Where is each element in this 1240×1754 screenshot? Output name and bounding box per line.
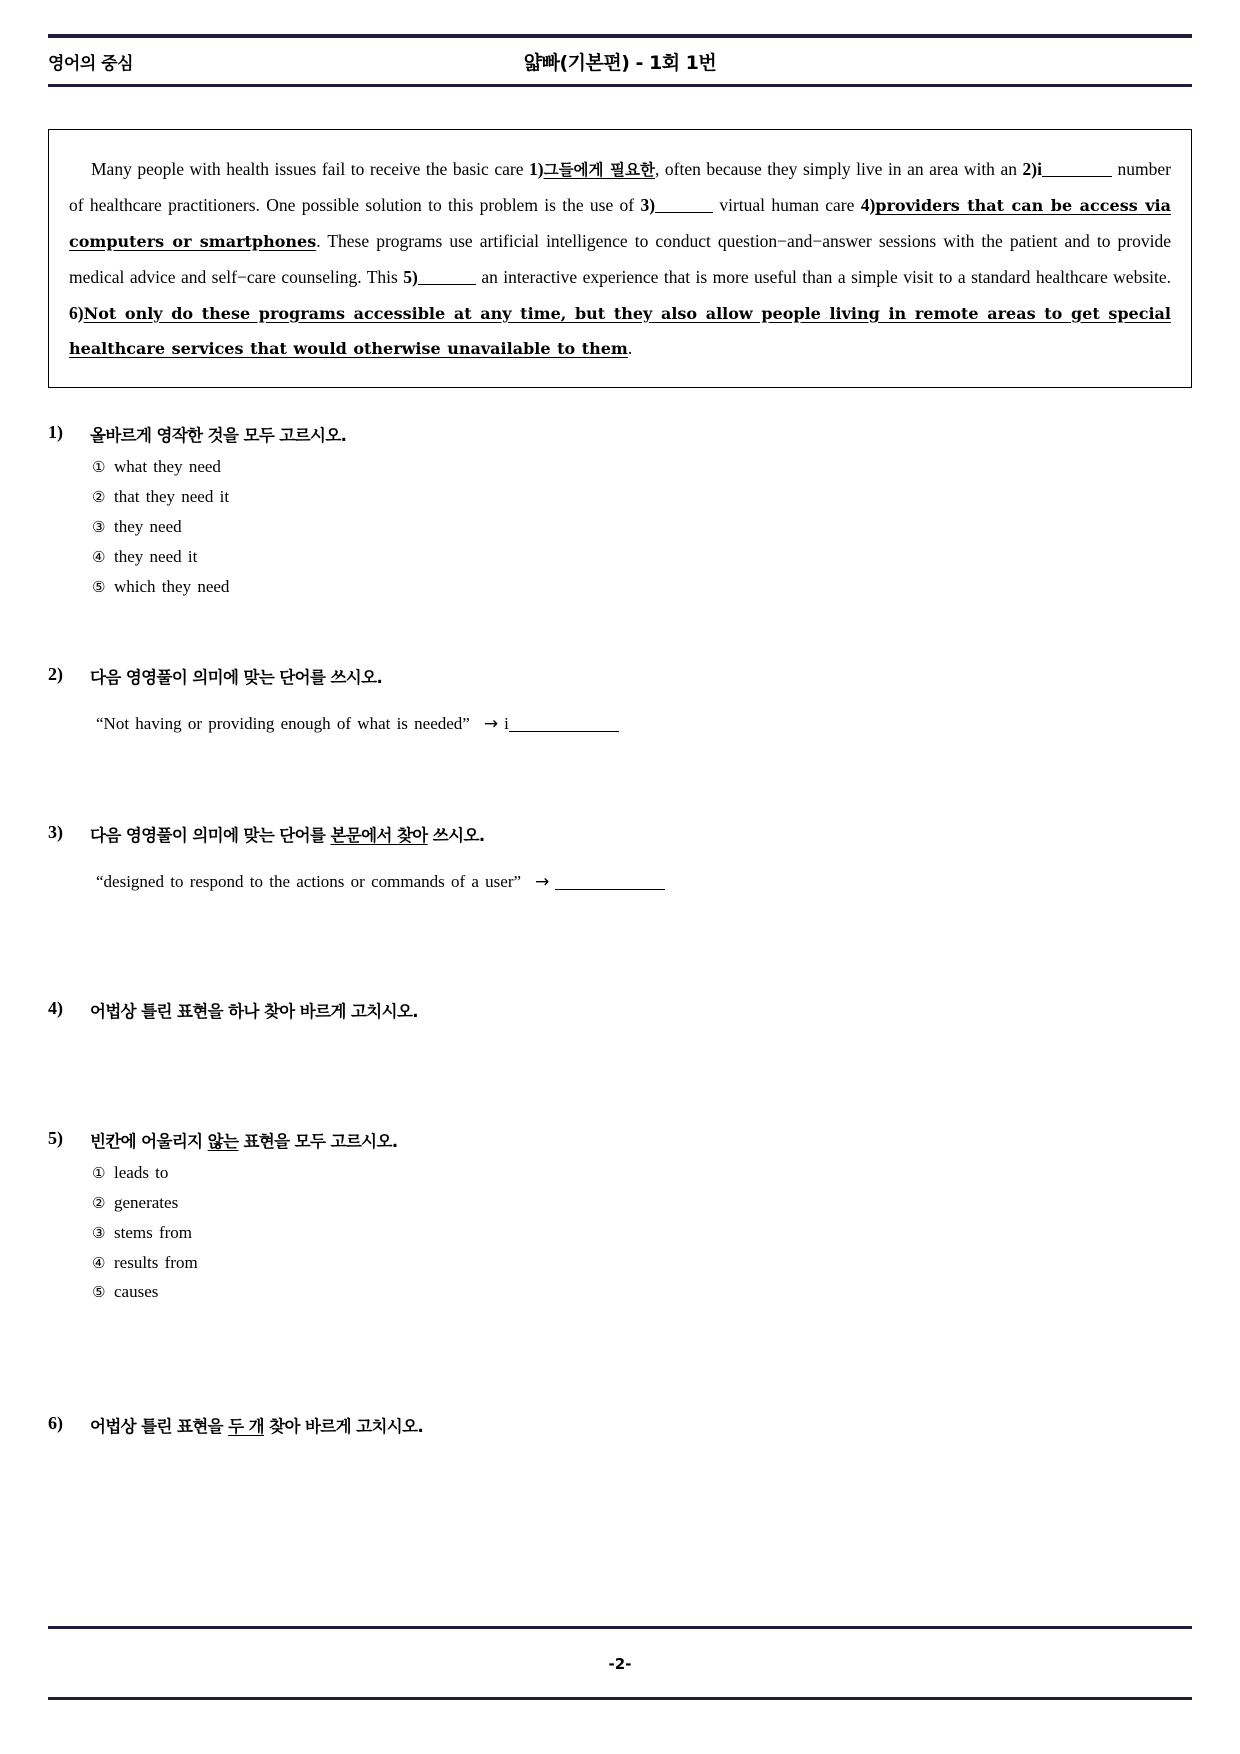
question-5-prompt [90,1128,398,1152]
spacer [48,612,1192,664]
question-4-head [48,998,1192,1022]
question-6-prompt-pre: 어법상 틀린 표현을 [90,1417,229,1437]
choice-item[interactable] [92,1158,1192,1188]
header-rule-bottom [48,84,1192,87]
passage-marker-6: 6) [69,302,84,323]
question-4 [48,998,1192,1022]
question-6 [48,1413,1192,1437]
question-2 [48,664,1192,734]
passage-text [69,152,1171,367]
question-6-head [48,1413,1192,1437]
question-2-answer-blank[interactable] [509,731,619,732]
passage-underline-1: 그들에게 필요한 [543,161,655,179]
footer-rule-bottom [48,1697,1192,1700]
choice-marker: ④ [92,1253,106,1272]
choice-item[interactable] [92,1218,1192,1248]
choice-label: they need [114,517,182,537]
question-2-answer-prefix: i [504,713,509,733]
arrow-icon: → [483,713,499,734]
question-6-prompt [90,1413,423,1437]
passage-blank-2[interactable] [1042,176,1112,177]
choice-label: leads to [114,1162,169,1182]
passage-box [48,129,1192,388]
choice-marker: ② [92,1193,106,1212]
choice-item[interactable] [92,1188,1192,1218]
page-header [48,0,1192,87]
question-2-definition: “Not having or providing enough of what is needed” [96,713,470,733]
question-1 [48,422,1192,602]
question-1-prompt: 올바르게 영작한 것을 모두 고르시오. [90,426,347,446]
question-3 [48,822,1192,892]
passage-segment-2: , often because they simply live in an area with an [654,159,1023,179]
passage-marker-5: 5) [403,266,418,287]
choice-marker: ④ [92,547,106,566]
question-5-prompt-post: 표현을 모두 고르시오. [238,1131,398,1151]
passage-inline-hint-2: i [1037,159,1042,179]
choice-item[interactable] [92,452,1192,482]
choice-label: what they need [114,457,221,477]
question-3-prompt-pre: 다음 영영풀이 의미에 맞는 단어를 [90,825,331,845]
question-2-definition-row [48,714,1192,734]
question-1-choices [48,452,1192,602]
question-5-choices [48,1158,1192,1308]
passage-segment-7: . [627,338,633,359]
choice-item[interactable] [92,572,1192,602]
choice-item[interactable] [92,482,1192,512]
question-6-number: 6) [48,1413,63,1434]
question-5-prompt-pre: 빈칸에 어울리지 [90,1131,208,1151]
question-3-answer-blank[interactable] [555,889,665,890]
question-1-number: 1) [48,422,63,443]
questions-list [48,422,1192,1437]
spacer [48,744,1192,822]
passage-marker-3: 3) [640,194,656,215]
passage-marker-1: 1) [529,159,544,179]
choice-marker: ⑤ [92,577,106,596]
passage-segment-3: number of healthcare practitioners. One possible solution to this problem is the use of [69,159,1171,215]
question-3-prompt-post: 쓰시오. [427,825,485,845]
choice-marker: ② [92,488,106,507]
spacer [48,1032,1192,1128]
question-3-prompt-underline: 본문에서 찾아 [330,825,428,845]
question-6-prompt-underline: 두 개 [228,1417,264,1437]
question-5 [48,1128,1192,1308]
page-footer [48,1626,1192,1700]
header-center-title: 얇빠(기본편) - 1회 1번 [523,51,717,74]
question-5-prompt-underline: 않는 [207,1131,239,1151]
choice-marker: ③ [92,518,106,537]
question-3-prompt [90,822,485,846]
choice-label: causes [114,1282,159,1302]
choice-item[interactable] [92,542,1192,572]
spacer [48,902,1192,998]
passage-underline-6: Not only do these programs accessible at any time, but they also allow people living in remote areas to get special healthcare services that would otherwise unavailable to them [69,303,1171,359]
question-3-definition: “designed to respond to the actions or commands of a user” [96,871,522,891]
question-4-number: 4) [48,997,63,1018]
choice-label: they need it [114,546,198,566]
question-3-head [48,822,1192,846]
question-3-number: 3) [48,821,63,842]
arrow-icon: → [535,871,550,892]
choice-marker: ① [92,458,106,477]
spacer [48,1317,1192,1413]
choice-label: which they need [114,576,230,596]
header-row [48,38,1192,84]
choice-label: that they need it [114,487,230,507]
choice-label: generates [114,1192,179,1212]
passage-segment-1: Many people with health issues fail to receive the basic care [91,159,530,179]
question-3-definition-row [48,872,1192,892]
passage-underline-4: providers that can be access via computers or smartphones [69,195,1171,251]
choice-marker: ⑤ [92,1283,106,1302]
question-5-head [48,1128,1192,1152]
choice-item[interactable] [92,512,1192,542]
passage-marker-2: 2) [1022,159,1038,179]
question-1-head [48,422,1192,446]
passage-blank-5[interactable] [418,284,476,285]
choice-label: results from [114,1252,198,1272]
question-2-prompt: 다음 영영풀이 의미에 맞는 단어를 쓰시오. [90,667,383,687]
choice-label: stems from [114,1222,193,1242]
passage-segment-6: an interactive experience that is more useful than a simple visit to a standard healthcare website. [475,266,1171,287]
choice-marker: ③ [92,1223,106,1242]
passage-blank-3[interactable] [655,212,713,213]
choice-item[interactable] [92,1277,1192,1307]
choice-item[interactable] [92,1248,1192,1278]
page-number: -2- [608,1655,632,1673]
question-2-number: 2) [48,663,63,684]
question-2-head [48,664,1192,688]
question-5-number: 5) [48,1127,63,1148]
question-6-prompt-post: 찾아 바르게 고치시오. [263,1417,424,1437]
choice-marker: ① [92,1163,106,1182]
passage-segment-4: virtual human care [713,194,861,215]
header-left-title: 영어의 중심 [48,53,134,74]
passage-marker-4: 4) [860,194,876,215]
question-4-prompt: 어법상 틀린 표현을 하나 찾아 바르게 고치시오. [90,1001,418,1021]
passage-segment-5: . These programs use artificial intelligence to conduct question−and−answer sessions with the patient and to provide medical advice and self−care counseling. This [69,230,1171,287]
